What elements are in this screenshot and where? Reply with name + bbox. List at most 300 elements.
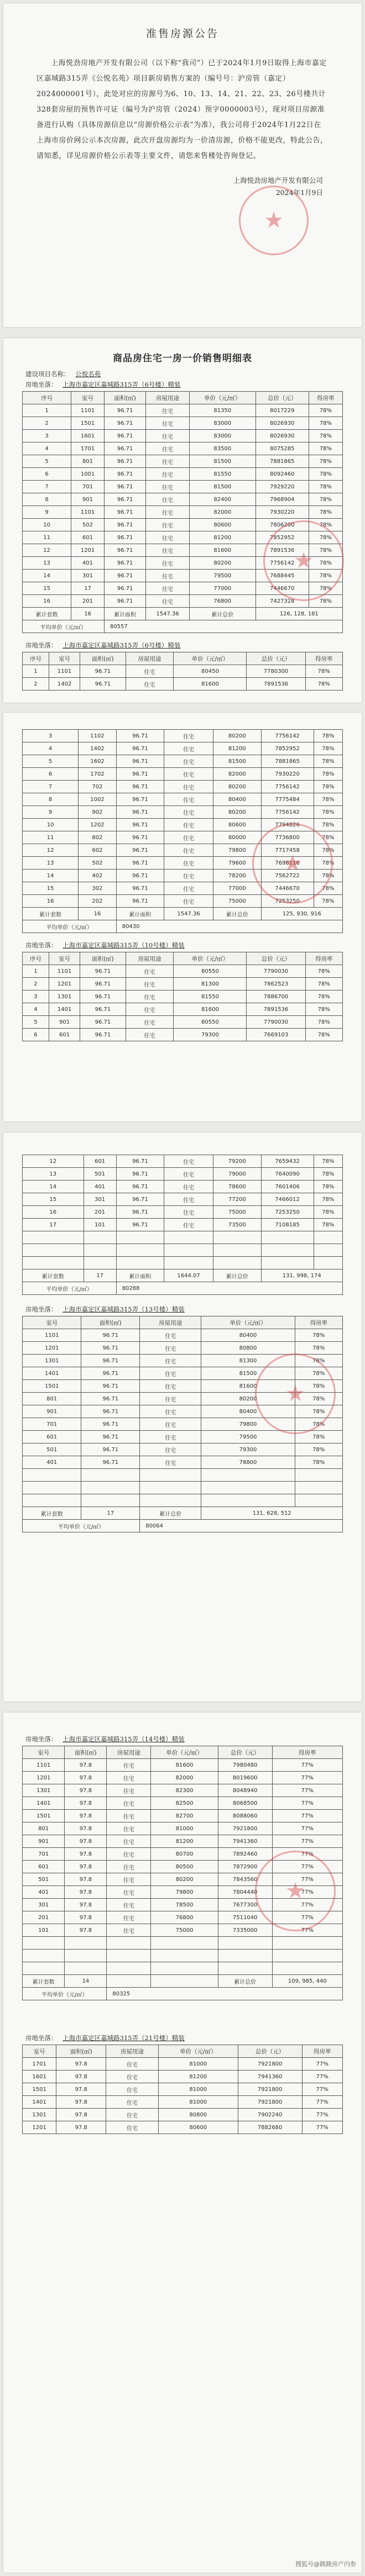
table-cell (218, 1962, 272, 1975)
table-cell: 住宅 (146, 430, 190, 442)
table-cell: 住宅 (126, 965, 174, 978)
table-cell: 77% (302, 2071, 343, 2083)
table-row (23, 570, 343, 582)
table-cell: 97.8 (65, 1759, 107, 1772)
table-cell (213, 1257, 261, 1269)
table-cell: 601 (84, 1155, 116, 1168)
table-cell: 1201 (23, 1342, 81, 1355)
table-cell: 79800 (201, 1418, 295, 1431)
column-header: 室号 (23, 1316, 81, 1329)
table-cell: 901 (23, 1835, 65, 1848)
table-cell: 15 (23, 1193, 84, 1206)
table-cell (140, 1494, 201, 1507)
table-cell: 96.71 (116, 882, 164, 895)
table-cell: 301 (84, 1193, 116, 1206)
summary-label: 累计套数 (23, 1269, 84, 1282)
table-cell: 9 (23, 506, 71, 519)
table-cell: 76800 (189, 595, 255, 608)
table-cell: 81000 (158, 2083, 238, 2096)
project-name: 公悦名苑 (75, 370, 101, 378)
table-cell: 7335000 (218, 1924, 272, 1937)
table-cell: 96.71 (104, 570, 145, 582)
table-cell: 7941360 (238, 2071, 302, 2083)
table-cell: 82000 (151, 1772, 218, 1784)
table-cell (272, 1962, 342, 1975)
summary-area (151, 1975, 218, 1988)
table-cell: 96.71 (116, 730, 164, 742)
price-table (22, 952, 343, 1041)
table-row (23, 2071, 343, 2083)
table-cell: 97.8 (56, 2083, 106, 2096)
table-cell: 78800 (201, 1456, 295, 1469)
project-label: 建设项目名称： (25, 370, 70, 378)
summary-row (23, 608, 343, 620)
column-header: 单价（元/㎡） (189, 392, 255, 404)
table-cell: 201 (84, 1206, 116, 1219)
table-cell (218, 1950, 272, 1962)
table-cell: 96.71 (80, 665, 126, 678)
column-header: 房屋用途 (106, 2045, 159, 2058)
table-header-row (23, 1316, 343, 1329)
table-cell: 78% (295, 1431, 342, 1444)
table-cell: 96.71 (80, 1003, 126, 1016)
table-cell: 7929220 (255, 481, 309, 493)
table-cell: 住宅 (126, 678, 174, 691)
table-cell: 601 (23, 1861, 65, 1873)
table-cell: 17 (71, 582, 105, 595)
table-cell (151, 1950, 218, 1962)
column-header: 总价（元） (255, 392, 309, 404)
table-cell: 97.8 (65, 1797, 107, 1810)
table-cell (151, 1937, 218, 1950)
table-cell: 78% (309, 506, 342, 519)
table-row (23, 1244, 343, 1257)
table-cell: 401 (84, 1181, 116, 1193)
column-header: 房屋用途 (126, 652, 174, 665)
summary-total-label: 累计总价 (213, 908, 261, 920)
table-cell: 81200 (158, 2071, 238, 2083)
table-header-row (23, 952, 343, 965)
table-cell: 78% (314, 1206, 342, 1219)
table-cell (23, 1937, 65, 1950)
column-header: 面积(㎡) (80, 652, 126, 665)
table-cell: 78% (305, 965, 342, 978)
table-cell: 7862523 (247, 978, 305, 991)
table-cell: 80400 (201, 1329, 295, 1342)
table-cell: 1602 (79, 755, 117, 768)
table-row (23, 1784, 343, 1797)
table-cell: 1102 (79, 730, 117, 742)
table-row (23, 1219, 343, 1231)
table-row (23, 1418, 343, 1431)
column-header: 总价（元） (218, 1746, 272, 1759)
table-cell: 住宅 (126, 665, 174, 678)
summary-count: 14 (65, 1975, 107, 1988)
table-cell: 住宅 (140, 1456, 201, 1469)
table-row (23, 1003, 343, 1016)
table-cell: 96.71 (81, 1444, 140, 1456)
table-cell: 住宅 (107, 1899, 151, 1911)
table-cell (261, 1244, 314, 1257)
summary-area: 1547.36 (146, 608, 190, 620)
table-cell (23, 1494, 81, 1507)
table-cell (213, 1231, 261, 1244)
table-cell: 住宅 (146, 493, 190, 506)
table-cell: 1402 (49, 678, 80, 691)
table-cell: 住宅 (146, 468, 190, 481)
summary-label: 累计套数 (23, 608, 71, 620)
average-label: 平均单价（元/㎡） (23, 920, 117, 933)
table-cell: 81600 (174, 678, 247, 691)
table-cell: 1401 (23, 1797, 65, 1810)
table-cell: 96.71 (116, 1168, 164, 1181)
table-cell: 77% (272, 1861, 342, 1873)
table-cell: 77% (272, 1822, 342, 1835)
table-row (23, 831, 343, 844)
table-cell: 83000 (189, 430, 255, 442)
table-cell: 住宅 (146, 442, 190, 455)
price-page-4 (3, 1713, 362, 2573)
table-cell: 7756142 (261, 806, 314, 819)
table-cell: 97.8 (65, 1835, 107, 1848)
table-cell: 住宅 (126, 978, 174, 991)
table-cell: 96.71 (80, 1016, 126, 1029)
table-row (23, 882, 343, 895)
table-cell: 97.8 (56, 2121, 106, 2134)
sub-address-line (25, 941, 340, 950)
table-cell: 78% (295, 1367, 342, 1380)
table-cell: 住宅 (140, 1431, 201, 1444)
table-cell: 78% (314, 755, 342, 768)
summary-count: 16 (71, 608, 105, 620)
table-cell: 3 (23, 991, 49, 1003)
table-cell: 301 (71, 570, 105, 582)
address-value: 上海市嘉定区嘉城路315弄（14号楼）精装 (62, 1735, 185, 1743)
table-cell: 78% (314, 1193, 342, 1206)
table-cell: 701 (23, 1418, 81, 1431)
table-cell: 住宅 (107, 1759, 151, 1772)
table-cell: 住宅 (164, 844, 213, 857)
table-cell: 79500 (189, 570, 255, 582)
table-cell (314, 1257, 342, 1269)
table-cell: 1201 (23, 2121, 56, 2134)
table-header-row (23, 1746, 343, 1759)
table-row (23, 455, 343, 468)
summary-total-label: 累计总价 (213, 1269, 261, 1282)
table-cell: 302 (79, 882, 117, 895)
table-cell: 住宅 (164, 1193, 213, 1206)
table-cell: 96.71 (116, 1155, 164, 1168)
table-cell: 12 (23, 844, 79, 857)
column-header: 单价（元/㎡） (174, 952, 247, 965)
table-cell: 住宅 (146, 404, 190, 417)
table-cell: 10 (23, 819, 79, 831)
table-cell: 7601406 (261, 1181, 314, 1193)
price-page-3 (3, 1132, 362, 1701)
column-header: 单价（元/㎡） (201, 1316, 295, 1329)
table-cell: 96.71 (116, 742, 164, 755)
price-table (22, 652, 343, 691)
table-row (23, 1181, 343, 1193)
column-header: 单价（元/㎡） (158, 2045, 238, 2058)
table-cell: 81200 (189, 531, 255, 544)
table-cell: 78% (314, 1181, 342, 1193)
table-row (23, 1810, 343, 1822)
table-cell: 81500 (213, 755, 261, 768)
table-cell: 78% (314, 882, 342, 895)
table-cell: 7886700 (247, 991, 305, 1003)
table-cell: 78% (314, 793, 342, 806)
table-cell: 97.8 (65, 1886, 107, 1899)
table-cell: 住宅 (107, 1772, 151, 1784)
table-cell: 80400 (201, 1405, 295, 1418)
table-row (23, 1355, 343, 1367)
table-cell: 96.71 (104, 430, 145, 442)
table-cell: 住宅 (106, 2121, 159, 2134)
table-cell: 8068500 (218, 1797, 272, 1810)
average-value: 80325 (107, 1988, 343, 2000)
table-cell: 901 (23, 1405, 81, 1418)
table-cell: 4 (23, 742, 79, 755)
table-cell: 81600 (189, 544, 255, 557)
table-cell: 住宅 (164, 831, 213, 844)
table-cell: 1501 (23, 2083, 56, 2096)
table-cell: 8026930 (255, 417, 309, 430)
table-cell: 96.71 (104, 481, 145, 493)
table-cell: 7756142 (255, 557, 309, 570)
watermark: 搜狐号@跳跳房产内参 (295, 2561, 356, 2568)
average-row (23, 620, 343, 633)
table-cell: 96.71 (81, 1342, 140, 1355)
table-cell: 住宅 (107, 1861, 151, 1873)
table-cell (201, 1494, 295, 1507)
summary-total: 109, 985, 440 (272, 1975, 342, 1988)
summary-count: 16 (79, 908, 117, 920)
table-cell: 78% (314, 1219, 342, 1231)
table-cell (23, 1257, 84, 1269)
summary-area-label: 累计面积 (116, 908, 164, 920)
table-cell: 8026930 (255, 430, 309, 442)
table-cell: 96.71 (81, 1456, 140, 1469)
table-cell: 15 (23, 882, 79, 895)
table-cell: 8 (23, 793, 79, 806)
table-cell: 8019600 (218, 1772, 272, 1784)
table-cell: 96.71 (81, 1405, 140, 1418)
table-cell: 住宅 (164, 857, 213, 870)
table-cell: 501 (23, 1873, 65, 1886)
table-cell: 77200 (213, 1193, 261, 1206)
table-cell: 81550 (189, 468, 255, 481)
table-cell: 78600 (213, 1181, 261, 1193)
table-cell (164, 1257, 213, 1269)
table-cell: 78% (305, 1016, 342, 1029)
table-cell: 78% (295, 1444, 342, 1456)
table-cell: 2 (23, 978, 49, 991)
average-label: 平均单价（元/㎡） (23, 1988, 107, 2000)
table-cell: 78% (314, 768, 342, 781)
table-cell: 101 (84, 1219, 116, 1231)
table-cell: 80000 (213, 831, 261, 844)
table-cell: 78% (309, 430, 342, 442)
table-cell: 7881865 (255, 455, 309, 468)
table-cell: 101 (23, 1924, 65, 1937)
price-table-title: 商品房住宅一房一价销售明细表 (113, 353, 252, 364)
table-cell: 901 (71, 493, 105, 506)
table-cell: 801 (23, 1393, 81, 1405)
table-cell: 7921800 (238, 2083, 302, 2096)
table-cell: 住宅 (140, 1342, 201, 1355)
column-header: 得房率 (302, 2045, 343, 2058)
table-cell: 住宅 (164, 793, 213, 806)
table-row (23, 1924, 343, 1937)
table-cell (314, 1231, 342, 1244)
table-cell: 80550 (174, 965, 247, 978)
table-row (23, 1797, 343, 1810)
table-cell: 80600 (213, 819, 261, 831)
column-header: 面积(㎡) (80, 952, 126, 965)
notice-company: 上海悦劲房地产开发有限公司 (233, 176, 323, 185)
table-cell: 96.71 (104, 557, 145, 570)
table-cell: 80500 (151, 1861, 218, 1873)
table-row (23, 1231, 343, 1244)
average-label: 平均单价（元/㎡） (23, 1282, 117, 1295)
table-cell: 住宅 (140, 1380, 201, 1393)
table-cell: 7794826 (261, 819, 314, 831)
table-cell: 住宅 (140, 1444, 201, 1456)
table-cell: 97.8 (65, 1861, 107, 1873)
table-row (23, 519, 343, 531)
table-cell: 78% (305, 991, 342, 1003)
table-cell: 80200 (213, 730, 261, 742)
table-cell: 79000 (213, 1168, 261, 1181)
column-header: 面积(㎡) (81, 1316, 140, 1329)
table-cell: 78% (309, 468, 342, 481)
table-cell: 96.71 (116, 768, 164, 781)
table-cell: 81550 (174, 991, 247, 1003)
table-cell: 501 (23, 1444, 81, 1456)
table-cell: 6 (23, 768, 79, 781)
table-cell: 81000 (158, 2058, 238, 2071)
table-cell: 78% (305, 665, 342, 678)
table-cell: 78% (295, 1329, 342, 1342)
table-row (23, 1456, 343, 1469)
table-cell: 78200 (213, 870, 261, 882)
column-header: 室号 (49, 652, 80, 665)
table-cell: 7921800 (238, 2096, 302, 2109)
column-header: 室号 (49, 952, 80, 965)
table-cell: 73500 (213, 1219, 261, 1231)
table-cell: 5 (23, 455, 71, 468)
table-cell: 78% (309, 557, 342, 570)
table-cell: 96.71 (104, 506, 145, 519)
table-cell: 1002 (79, 793, 117, 806)
table-cell: 4 (23, 442, 71, 455)
table-row (23, 1822, 343, 1835)
table-cell: 80800 (201, 1342, 295, 1355)
table-cell: 96.71 (104, 468, 145, 481)
address-label: 房地坐落： (25, 1305, 58, 1313)
table-row (23, 1759, 343, 1772)
column-header: 得房率 (305, 952, 342, 965)
table-cell: 5 (23, 1016, 49, 1029)
table-cell: 住宅 (164, 806, 213, 819)
summary-count: 17 (84, 1269, 116, 1282)
average-row (23, 1520, 343, 1532)
table-cell: 97.8 (56, 2096, 106, 2109)
table-cell: 1301 (23, 1784, 65, 1797)
table-cell: 80200 (213, 806, 261, 819)
table-cell: 住宅 (164, 1181, 213, 1193)
column-header: 室号 (23, 1746, 65, 1759)
table-cell: 77% (272, 1848, 342, 1861)
column-header: 总价（元） (247, 952, 305, 965)
table-cell: 7669103 (247, 1029, 305, 1041)
notice-title: 准售房源公告 (145, 28, 219, 40)
table-row (23, 665, 343, 678)
table-cell: 1001 (71, 468, 105, 481)
table-row (23, 730, 343, 742)
table-cell: 1501 (23, 1380, 81, 1393)
table-cell: 7640090 (261, 1168, 314, 1181)
table-cell: 80800 (158, 2109, 238, 2121)
table-row (23, 1482, 343, 1494)
table-cell: 7891536 (247, 678, 305, 691)
table-cell: 81000 (158, 2096, 238, 2109)
table-cell (272, 1937, 342, 1950)
table-cell: 79300 (201, 1444, 295, 1456)
table-header-row (23, 652, 343, 665)
table-cell: 77% (302, 2121, 343, 2134)
table-row (23, 1257, 343, 1269)
summary-area-label: 累计面积 (104, 608, 145, 620)
table-row (23, 1494, 343, 1507)
table-cell: 96.71 (116, 831, 164, 844)
table-cell: 96.71 (80, 965, 126, 978)
table-cell: 住宅 (106, 2096, 159, 2109)
table-cell: 97.8 (56, 2071, 106, 2083)
table-row (23, 978, 343, 991)
table-cell: 7790030 (247, 1016, 305, 1029)
table-row (23, 404, 343, 417)
table-cell: 7 (23, 781, 79, 793)
table-cell: 97.8 (65, 1924, 107, 1937)
table-cell: 1501 (71, 417, 105, 430)
table-cell: 7562722 (261, 870, 314, 882)
table-cell: 78% (305, 978, 342, 991)
table-cell: 96.71 (80, 991, 126, 1003)
table-cell: 78% (314, 870, 342, 882)
column-header: 总价（元） (247, 652, 305, 665)
table-cell: 96.71 (116, 1181, 164, 1193)
table-row (23, 1444, 343, 1456)
table-cell: 96.71 (116, 1206, 164, 1219)
table-row (23, 2083, 343, 2096)
table-cell: 78% (314, 1168, 342, 1181)
table-cell: 11 (23, 531, 71, 544)
table-row (23, 1155, 343, 1168)
table-cell: 96.71 (104, 417, 145, 430)
table-cell: 96.71 (81, 1431, 140, 1444)
table-cell: 96.71 (116, 857, 164, 870)
table-cell: 82400 (189, 493, 255, 506)
table-cell: 78% (314, 730, 342, 742)
table-cell: 96.71 (116, 895, 164, 908)
table-cell: 80200 (151, 1873, 218, 1886)
column-header: 房屋用途 (146, 392, 190, 404)
table-cell: 601 (49, 1029, 80, 1041)
table-cell: 1 (23, 965, 49, 978)
table-cell: 601 (71, 531, 105, 544)
